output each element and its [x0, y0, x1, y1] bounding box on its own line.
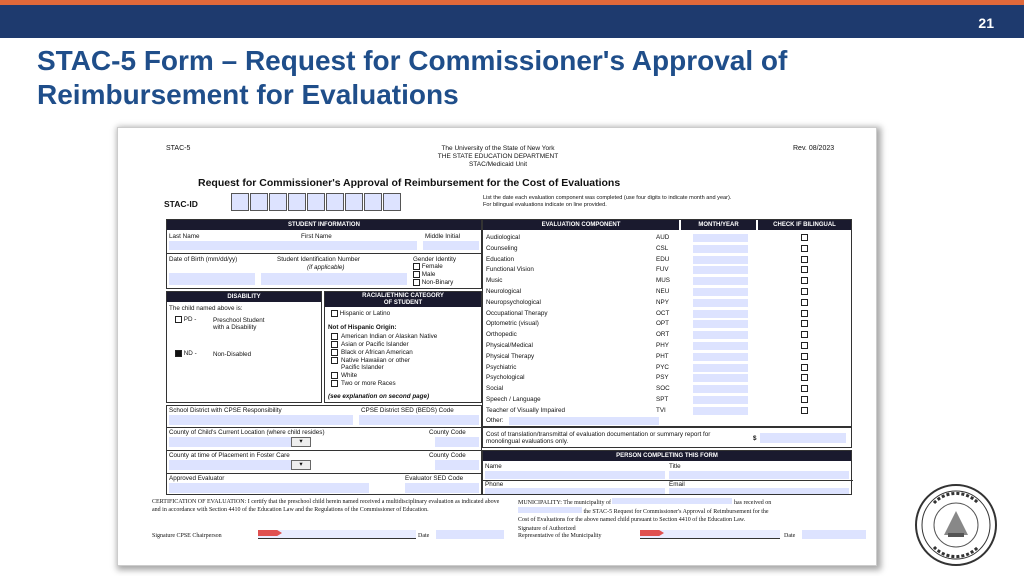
person-title-field[interactable] [669, 471, 849, 479]
bilingual-checkbox[interactable] [801, 288, 808, 295]
eval-row [483, 265, 853, 275]
month-year-field[interactable] [693, 342, 748, 350]
person-name-field[interactable] [485, 471, 665, 479]
race-text: American Indian or Alaskan Native [341, 333, 438, 340]
race-option[interactable] [331, 380, 437, 387]
eval-row [483, 384, 853, 394]
gender-text: Non-Binary [421, 279, 454, 287]
month-year-field[interactable] [693, 385, 748, 393]
eval-code: SOC [656, 385, 670, 393]
cost-text: Cost of translation/transmittal of evaluation documentation or summary report for monolingual evaluations only. [486, 431, 711, 445]
stac-id-digit[interactable] [364, 193, 382, 211]
student-id-note: (if applicable) [307, 264, 345, 271]
county-foster-select[interactable] [169, 460, 311, 470]
gender-text: Female [421, 263, 443, 271]
gender-text: Male [421, 271, 436, 279]
eval-row [483, 233, 853, 243]
cost-field[interactable] [760, 433, 846, 443]
race-text: Two or more Races [341, 380, 396, 387]
stac-id-digit[interactable] [288, 193, 306, 211]
bilingual-checkbox[interactable] [801, 256, 808, 263]
disability-intro: The child named above is: [169, 305, 243, 312]
stac-id-digit[interactable] [269, 193, 287, 211]
eval-row [483, 406, 853, 416]
phone-label: Phone [485, 481, 504, 488]
beds-label: CPSE District SED (BEDS) Code [361, 407, 454, 414]
race-option[interactable] [331, 341, 437, 348]
checkbox-icon[interactable] [331, 341, 338, 348]
person-header: PERSON COMPLETING THIS FORM [483, 451, 851, 461]
month-year-field[interactable] [693, 256, 748, 264]
disability-section [166, 291, 322, 403]
dob-label: Date of Birth (mm/dd/yy) [169, 256, 238, 263]
eval-name: Teacher of Visually Impaired [486, 406, 565, 414]
race-option[interactable] [331, 349, 437, 356]
race-text: Black or African American [341, 349, 413, 356]
cpse-field[interactable] [169, 415, 353, 425]
cpse-signature-field[interactable] [258, 530, 416, 539]
eval-name: Optometric (visual) [486, 320, 539, 328]
bilingual-checkbox[interactable] [801, 331, 808, 338]
county-foster-label: County at time of Placement in Foster Care [169, 452, 290, 459]
checkbox-icon[interactable] [331, 333, 338, 340]
student-info [166, 219, 482, 289]
bilingual-checkbox[interactable] [801, 266, 808, 273]
eval-name: Neuropsychological [486, 298, 541, 306]
nys-seal-icon [914, 483, 998, 567]
student-header: STUDENT INFORMATION [167, 220, 481, 230]
org-line: STAC/Medicaid Unit [468, 161, 528, 168]
bilingual-checkbox[interactable] [801, 245, 808, 252]
gender-label: Gender Identity [413, 256, 457, 263]
month-year-header: MONTH/YEAR [680, 220, 756, 230]
race-option[interactable] [331, 357, 437, 371]
not-hispanic-label: Not of Hispanic Origin: [328, 324, 397, 331]
eval-code: TVI [656, 406, 666, 414]
eval-code: ORT [656, 331, 670, 339]
muni-line: has received on [733, 500, 772, 506]
eval-name: Neurological [486, 288, 522, 295]
bilingual-checkbox[interactable] [801, 299, 808, 306]
eval-code: OPT [656, 320, 669, 328]
page-title: STAC-5 Form – Request for Commissioner's Approval of Reimbursement for Evaluations [37, 45, 788, 110]
eval-row [483, 287, 853, 297]
bilingual-checkbox[interactable] [801, 385, 808, 392]
race-text: Native Hawaiian or other Pacific Islander [341, 357, 410, 371]
month-year-field[interactable] [693, 310, 748, 318]
sign-here-icon [258, 530, 282, 536]
other-label: Other: [486, 417, 504, 424]
form-revision: Rev. 08/2023 [793, 145, 835, 152]
eval-code: PSY [656, 374, 669, 382]
muni-signature-label: Signature of Authorized Representative of the Municipality [518, 526, 602, 539]
month-year-field[interactable] [693, 234, 748, 242]
student-id-label: Student Identification Number [277, 256, 360, 263]
date-instructions: List the date each evaluation component was completed (use four digits to indicate month and year). For bilingual evaluations indicate on line provided. [483, 195, 732, 208]
bilingual-checkbox[interactable] [801, 374, 808, 381]
dropdown-icon[interactable]: ▾ [291, 460, 311, 470]
eval-code: PHY [656, 342, 669, 349]
eval-row [483, 276, 853, 286]
gender-option[interactable] [413, 279, 453, 287]
org-line: The University of the State of New York [441, 145, 555, 152]
month-year-field[interactable] [693, 320, 748, 328]
certification-text: CERTIFICATION OF EVALUATION: I certify that the preschool child herein named received a multidisciplinary evaluation as indicated above and in accordance with Section 4410 of the Education Law and the Regulations of the Commissioner of Education. [152, 499, 500, 513]
eval-code: CSL [656, 244, 669, 252]
municipality-field[interactable] [612, 498, 732, 504]
stac-id-digit[interactable] [326, 193, 344, 211]
eval-row [483, 330, 853, 340]
email-label: Email [669, 481, 685, 488]
stac-id-digit[interactable] [383, 193, 401, 211]
evaluator-code-label: Evaluator SED Code [405, 475, 464, 482]
middle-initial-label: Middle Initial [425, 233, 460, 240]
municipality-text [518, 498, 863, 524]
cpse-date-field[interactable] [436, 530, 504, 539]
dob-field[interactable] [169, 273, 255, 285]
eval-code: NEU [656, 288, 670, 295]
nd-text: Non-Disabled [213, 351, 252, 358]
bilingual-checkbox[interactable] [801, 320, 808, 327]
phone-field[interactable] [485, 488, 665, 494]
bilingual-checkbox[interactable] [801, 396, 808, 403]
form-org [388, 145, 608, 169]
bilingual-checkbox[interactable] [801, 353, 808, 360]
eval-row [483, 319, 853, 329]
county-current-select[interactable] [169, 437, 311, 447]
checkbox-icon[interactable] [175, 316, 182, 323]
nd-option[interactable] [175, 350, 197, 357]
evaluation-table [482, 219, 852, 427]
county-code-field[interactable] [435, 460, 479, 470]
checkbox-icon[interactable] [413, 263, 420, 270]
eval-row [483, 363, 853, 373]
race-section [324, 291, 482, 403]
eval-name: Education [486, 255, 515, 263]
stac-id-label: STAC-ID [164, 199, 198, 209]
eval-row [483, 341, 853, 351]
eval-row [483, 395, 853, 405]
race-text: White [341, 372, 358, 379]
email-field[interactable] [669, 488, 849, 494]
form-code: STAC-5 [166, 145, 191, 152]
person-section [482, 450, 852, 495]
eval-code: PHT [656, 352, 669, 360]
title-label: Title [669, 463, 681, 470]
county-code-field[interactable] [435, 437, 479, 447]
beds-field[interactable] [359, 415, 479, 425]
race-header: RACIAL/ETHNIC CATEGORY OF STUDENT [325, 292, 481, 307]
muni-signature-field[interactable] [640, 530, 780, 539]
bilingual-checkbox[interactable] [801, 277, 808, 284]
eval-name: Physical Therapy [486, 352, 535, 360]
month-year-field[interactable] [693, 245, 748, 253]
county-current-label: County of Child's Current Location (where child resides) [169, 429, 325, 436]
checkbox-icon[interactable] [331, 357, 338, 364]
race-note: (see explanation on second page) [328, 393, 430, 400]
eval-row [483, 309, 853, 319]
eval-code: PYC [656, 363, 669, 371]
eval-code: SPT [656, 396, 669, 403]
other-field[interactable] [509, 417, 659, 425]
evaluator-field[interactable] [169, 483, 369, 493]
student-id-field[interactable] [261, 273, 407, 285]
bilingual-checkbox[interactable] [801, 364, 808, 371]
month-year-field[interactable] [693, 266, 748, 274]
county-code-label: County Code [429, 429, 466, 436]
checkbox-icon[interactable] [175, 350, 182, 357]
first-name-label: First Name [301, 233, 332, 240]
eval-name: Counseling [486, 244, 518, 252]
eval-name: Physical/Medical [486, 342, 533, 349]
divider [167, 253, 483, 254]
eval-code: OCT [656, 309, 670, 317]
month-year-field[interactable] [693, 364, 748, 372]
bilingual-header: CHECK IF BILINGUAL [757, 220, 851, 230]
stac-id-digit[interactable] [231, 193, 249, 211]
muni-line: MUNICIPALITY: The municipality of [518, 500, 611, 506]
checkbox-icon[interactable] [413, 279, 420, 286]
evaluator-label: Approved Evaluator [169, 475, 225, 482]
form-heading: Request for Commissioner's Approval of Reimbursement for the Cost of Evaluations [198, 177, 621, 189]
checkbox-icon[interactable] [331, 349, 338, 356]
eval-code: FUV [656, 266, 669, 274]
bilingual-checkbox[interactable] [801, 234, 808, 241]
top-bar [0, 0, 1024, 38]
month-year-field[interactable] [693, 299, 748, 307]
dollar-sign: $ [753, 435, 757, 442]
last-name-label: Last Name [169, 233, 200, 240]
eval-code: AUD [656, 234, 670, 241]
name-label: Name [485, 463, 502, 470]
month-year-field[interactable] [693, 353, 748, 361]
hispanic-text: Hispanic or Latino [339, 310, 391, 318]
evaluator-code-field[interactable] [405, 483, 479, 493]
gender-option[interactable] [413, 271, 453, 279]
stac-id-boxes[interactable] [231, 193, 402, 211]
county-code-label: County Code [429, 452, 466, 459]
eval-name: Music [486, 277, 503, 285]
month-year-field[interactable] [693, 374, 748, 382]
race-text: Asian or Pacific Islander [341, 341, 409, 348]
gender-options [413, 263, 453, 288]
eval-name: Psychological [486, 374, 525, 382]
district-section [166, 405, 482, 495]
received-date-field[interactable] [518, 507, 582, 513]
pd-text: Preschool Student with a Disability [213, 317, 265, 331]
stac-id-digit[interactable] [250, 193, 268, 211]
eval-name: Occupational Therapy [486, 309, 548, 317]
race-options [331, 333, 437, 388]
eval-row [483, 373, 853, 383]
slide-number: 21 [978, 15, 994, 31]
bilingual-checkbox[interactable] [801, 310, 808, 317]
dropdown-icon[interactable]: ▾ [291, 437, 311, 447]
checkbox-icon[interactable] [331, 380, 338, 387]
race-option[interactable] [331, 333, 437, 340]
eval-name: Functional Vision [486, 266, 534, 274]
eval-row [483, 244, 853, 254]
month-year-field[interactable] [693, 277, 748, 285]
muni-date-field[interactable] [802, 530, 866, 539]
race-option[interactable] [331, 372, 437, 379]
gender-option[interactable] [413, 263, 453, 271]
eval-row [483, 298, 853, 308]
checkbox-icon[interactable] [331, 310, 338, 317]
checkbox-icon[interactable] [331, 372, 338, 379]
stac-id-digit[interactable] [345, 193, 363, 211]
cpse-signature-label: Signature CPSE Chairperson [152, 533, 222, 539]
eval-name: Social [486, 385, 504, 393]
bilingual-checkbox[interactable] [801, 407, 808, 414]
bilingual-checkbox[interactable] [801, 342, 808, 349]
stac5-form-image [118, 128, 876, 565]
month-year-field[interactable] [693, 396, 748, 404]
stac-id-digit[interactable] [307, 193, 325, 211]
eval-code: MUS [656, 277, 670, 285]
pd-option[interactable] [175, 316, 196, 323]
eval-header: EVALUATION COMPONENT [483, 220, 679, 230]
eval-code: NPY [656, 298, 669, 306]
name-field[interactable] [169, 241, 417, 250]
nd-code: ND - [183, 350, 197, 358]
month-year-field[interactable] [693, 331, 748, 339]
hispanic-option[interactable] [331, 310, 390, 317]
eval-name: Audiological [486, 234, 520, 241]
eval-name: Speech / Language [486, 396, 541, 403]
org-line: THE STATE EDUCATION DEPARTMENT [437, 153, 559, 160]
cost-row [482, 427, 852, 448]
eval-name: Orthopedic [486, 331, 517, 339]
muni-line: Cost of Evaluations for the above named child pursuant to Section 4410 of the Education Law. [518, 517, 746, 523]
disability-header: DISABILITY [167, 292, 321, 302]
sign-here-icon [640, 530, 664, 536]
eval-row [483, 255, 853, 265]
muni-date-label: Date [784, 533, 796, 539]
cpse-label: School District with CPSE Responsibility [169, 407, 282, 414]
month-year-field[interactable] [693, 407, 748, 415]
month-year-field[interactable] [693, 288, 748, 296]
muni-line: the STAC-5 Request for Commissioner's Approval of Reimbursement for the [583, 509, 769, 515]
cpse-date-label: Date [418, 533, 430, 539]
eval-row [483, 352, 853, 362]
pd-code: PD - [183, 316, 197, 324]
middle-initial-field[interactable] [423, 241, 479, 250]
eval-code: EDU [656, 255, 670, 263]
eval-name: Psychiatric [486, 363, 517, 371]
checkbox-icon[interactable] [413, 271, 420, 278]
accent-stripe [0, 0, 1024, 5]
